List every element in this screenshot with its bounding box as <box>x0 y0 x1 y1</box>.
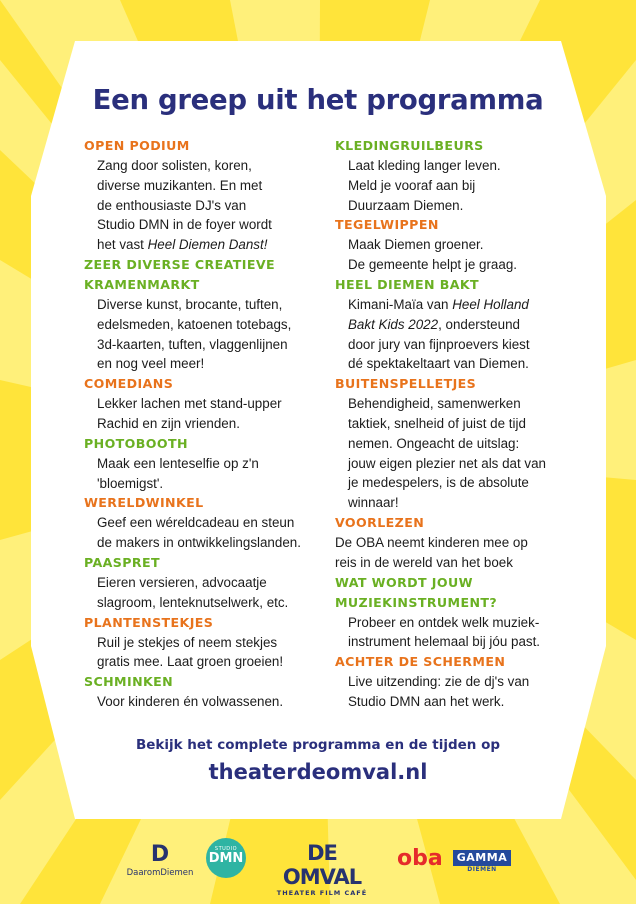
dmn-big-text: DMN <box>208 851 244 866</box>
section-line: Studio DMN in de foyer wordt <box>97 217 272 233</box>
section-line: en nog veel meer! <box>97 356 205 372</box>
section-line: De OBA neemt kinderen mee op <box>335 534 528 550</box>
section-photobooth <box>84 434 336 494</box>
section-muziekinstrument <box>335 573 587 653</box>
page-title: Een greep uit het programma <box>92 84 544 116</box>
section-line: De gemeente helpt je graag. <box>348 257 517 273</box>
section-line: diverse muzikanten. En met <box>97 177 263 193</box>
left-column <box>84 136 336 712</box>
section-achter-de-schermen <box>335 652 587 712</box>
section-line: reis in de wereld van het boek <box>335 554 513 570</box>
section-heading: WAT WORDT JOUW <box>335 574 473 590</box>
line-text: , ondersteund <box>438 316 520 332</box>
section-line: door jury van fijnproevers kiest <box>348 336 530 352</box>
section-heading: KLEDINGRUILBEURS <box>335 138 484 153</box>
section-paaspret <box>84 553 336 613</box>
section-tegelwippen <box>335 215 587 275</box>
section-kledingruilbeurs <box>335 136 587 215</box>
section-heading: TEGELWIPPEN <box>335 217 439 233</box>
section-line: taktiek, snelheid of juist de tijd <box>348 415 526 431</box>
gamma-subtitle: DIEMEN <box>467 866 497 873</box>
section-heading: PLANTENSTEKJES <box>84 614 214 630</box>
section-line: Probeer en ontdek welk muziek- <box>348 614 540 630</box>
section-line <box>84 235 336 255</box>
gamma-logo <box>453 850 511 878</box>
section-line: edelsmeden, katoenen totebags, <box>97 316 292 332</box>
section-line: Rachid en zijn vrienden. <box>97 415 240 431</box>
section-plantenstekjes <box>84 613 336 673</box>
section-heading: WERELDWINKEL <box>84 495 204 511</box>
section-buitenspelletjes <box>335 374 587 513</box>
section-heading: OPEN PODIUM <box>84 138 190 153</box>
section-line: winnaar! <box>348 495 399 511</box>
line-text: Kimani-Maïa van <box>348 296 453 312</box>
section-heading: PHOTOBOOTH <box>84 435 188 451</box>
section-voorlezen <box>335 513 587 573</box>
section-line: 'bloemigst'. <box>97 475 164 491</box>
section-line: Voor kinderen én volwassenen. <box>97 694 284 710</box>
footer-url-link[interactable]: theaterdeomval.nl <box>208 760 428 784</box>
right-column <box>335 136 587 712</box>
omval-subtitle: THEATER FILM CAFÉ <box>276 889 368 897</box>
daarom-diemen-logo <box>121 842 199 884</box>
line-italic-text: Bakt Kids 2022 <box>348 316 439 332</box>
section-heel-diemen-bakt <box>335 275 587 374</box>
section-line: Ruil je stekjes of neem stekjes <box>97 634 278 650</box>
section-line: Zang door solisten, koren, <box>97 158 252 173</box>
section-heading: SCHMINKEN <box>84 674 174 690</box>
section-line: Duurzaam Diemen. <box>348 197 464 213</box>
section-heading: ZEER DIVERSE CREATIEVE <box>84 256 276 272</box>
gamma-name: GAMMA <box>453 850 511 866</box>
section-line: 3d-kaarten, tuften, vlaggenlijnen <box>97 336 288 352</box>
section-line: Studio DMN aan het werk. <box>348 693 505 709</box>
line-italic-text: Heel Holland <box>452 296 529 312</box>
section-line: de makers in ontwikkelingslanden. <box>97 535 301 551</box>
studio-dmn-logo <box>206 838 246 878</box>
section-line: slagroom, lenteknutselwerk, etc. <box>97 594 289 610</box>
section-line <box>335 295 587 315</box>
section-line: nemen. Ongeacht de uitslag: <box>348 435 520 451</box>
daarom-text: DaaromDiemen <box>126 868 194 878</box>
daarom-mark: D <box>150 842 170 867</box>
section-line: jouw eigen plezier net als dat van <box>348 455 547 471</box>
section-line: Behendigheid, samenwerken <box>348 396 521 412</box>
line-italic-text: Heel Diemen Danst! <box>147 237 268 253</box>
footer-text: Bekijk het complete programma en de tijden op <box>135 737 501 753</box>
section-open-podium <box>84 136 336 255</box>
section-heading: HEEL DIEMEN BAKT <box>335 276 480 292</box>
section-line: Live uitzending: zie de dj's van <box>348 674 530 690</box>
section-heading: VOORLEZEN <box>335 514 425 530</box>
sponsor-logos <box>0 836 636 897</box>
section-heading: COMEDIANS <box>84 376 174 392</box>
section-schminken <box>84 672 336 712</box>
oba-logo: oba <box>397 846 443 871</box>
section-heading-line2: KRAMENMARKT <box>84 276 200 292</box>
section-line: Geef een wéreldcadeau en steun <box>97 515 295 531</box>
section-line: de enthousiaste DJ's van <box>97 197 247 213</box>
section-line: je medespelers, is de absolute <box>348 475 529 491</box>
section-line: Maak Diemen groener. <box>348 237 484 253</box>
section-line: Diverse kunst, brocante, tuften, <box>97 296 283 312</box>
omval-name: DE OMVAL <box>282 841 362 889</box>
section-line: dé spektakeltaart van Diemen. <box>348 356 529 372</box>
section-comedians <box>84 374 336 434</box>
section-line: Laat kleding langer leven. <box>348 158 501 173</box>
line-text: het vast <box>97 237 148 253</box>
section-line: gratis mee. Laat groen groeien! <box>97 654 284 670</box>
de-omval-logo <box>267 841 377 897</box>
dmn-small-text: STUDIO <box>214 846 238 852</box>
section-heading: ACHTER DE SCHERMEN <box>335 654 506 670</box>
section-heading: BUITENSPELLETJES <box>335 376 477 392</box>
section-line: Meld je vooraf aan bij <box>348 177 476 193</box>
section-wereldwinkel <box>84 493 336 553</box>
section-line: Maak een lenteselfie op z'n <box>97 455 259 471</box>
section-heading-line2: MUZIEKINSTRUMENT? <box>335 594 498 610</box>
section-line: Eieren versieren, advocaatje <box>97 574 267 590</box>
section-line <box>335 315 587 335</box>
section-kramenmarkt <box>84 255 336 374</box>
section-line: instrument helemaal bij jóu past. <box>348 634 541 650</box>
section-heading: PAASPRET <box>84 554 160 570</box>
section-line: Lekker lachen met stand-upper <box>97 396 282 412</box>
